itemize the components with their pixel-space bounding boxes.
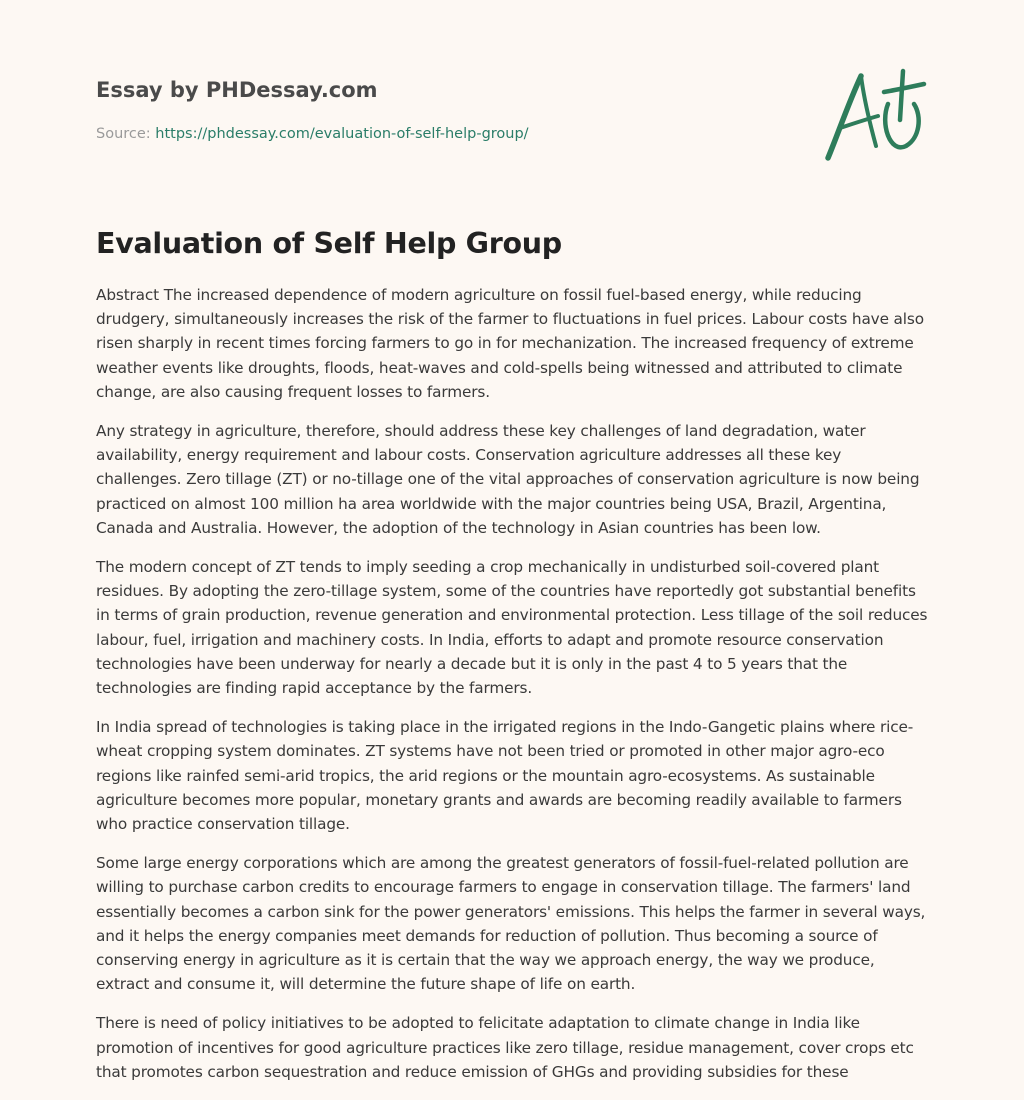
essay-paragraph: In India spread of technologies is taking place in the irrigated regions in the Indo-Gangetic plains where rice-wheat cropping system dominates. ZT systems have not been tried or promoted in other major agro-eco regions like rainfed semi-arid tropics, the arid regions or the mountain agro-ecosystems. As sustainable agriculture becomes more popular, monetary grants and awards are becoming readily available to farmers who practice conservation tillage. <box>96 718 914 834</box>
essay-header <box>96 74 796 144</box>
essay-title: Evaluation of Self Help Group <box>96 227 562 260</box>
essay-paragraph: Some large energy corporations which are among the greatest generators of fossil-fuel-related pollution are willing to purchase carbon credits to encourage farmers to engage in conservation tillage. The farmers' land essentially becomes a carbon sink for the power generators' emissions. This helps the farmer in several ways, and it helps the energy companies meet demands for reduction of pollution. Thus becoming a source of conserving energy in agriculture as it is certain that the way we approach energy, the way we produce, extract and consume it, will determine the future shape of life on earth. <box>96 854 926 994</box>
a-plus-grade-icon <box>818 64 930 164</box>
site-brand: Essay by PHDessay.com <box>96 78 378 102</box>
source-link[interactable]: https://phdessay.com/evaluation-of-self-help-group/ <box>155 126 529 142</box>
essay-paragraph: There is need of policy initiatives to be adopted to felicitate adaptation to climate change in India like promotion of incentives for good agriculture practices like zero tillage, residue management, cover crops etc that promotes carbon sequestration and reduce emission of GHGs and providing subsidies for these <box>96 1014 914 1081</box>
source-label: Source: <box>96 126 156 142</box>
essay-paragraph: Abstract The increased dependence of modern agriculture on fossil fuel-based energy, while reducing drudgery, simultaneously increases the risk of the farmer to fluctuations in fuel prices. Labour costs have also risen sharply in recent times forcing farmers to go in for mechanization. The increased frequency of extreme weather events like droughts, floods, heat-waves and cold-spells being witnessed and attributed to climate change, are also causing frequent losses to farmers. <box>96 286 924 401</box>
essay-paragraph: The modern concept of ZT tends to imply seeding a crop mechanically in undisturbed soil-covered plant residues. By adopting the zero-tillage system, some of the countries have reportedly got substantial benefits in terms of grain production, revenue generation and environmental protection. Less tillage of the soil reduces labour, fuel, irrigation and machinery costs. In India, efforts to adapt and promote resource conservation technologies have been underway for nearly a decade but it is only in the past 4 to 5 years that the technologies are finding rapid acceptance by the farmers. <box>96 558 928 698</box>
essay-paragraph: Any strategy in agriculture, therefore, should address these key challenges of land degradation, water availability, energy requirement and labour costs. Conservation agriculture addresses all these key challenges. Zero tillage (ZT) or no-tillage one of the vital approaches of conservation agriculture is now being practiced on almost 100 million ha area worldwide with the major countries being USA, Brazil, Argentina, Canada and Australia. However, the adoption of the technology in Asian countries has been low. <box>96 422 920 537</box>
source-line <box>96 124 796 144</box>
essay-body <box>96 283 930 1099</box>
